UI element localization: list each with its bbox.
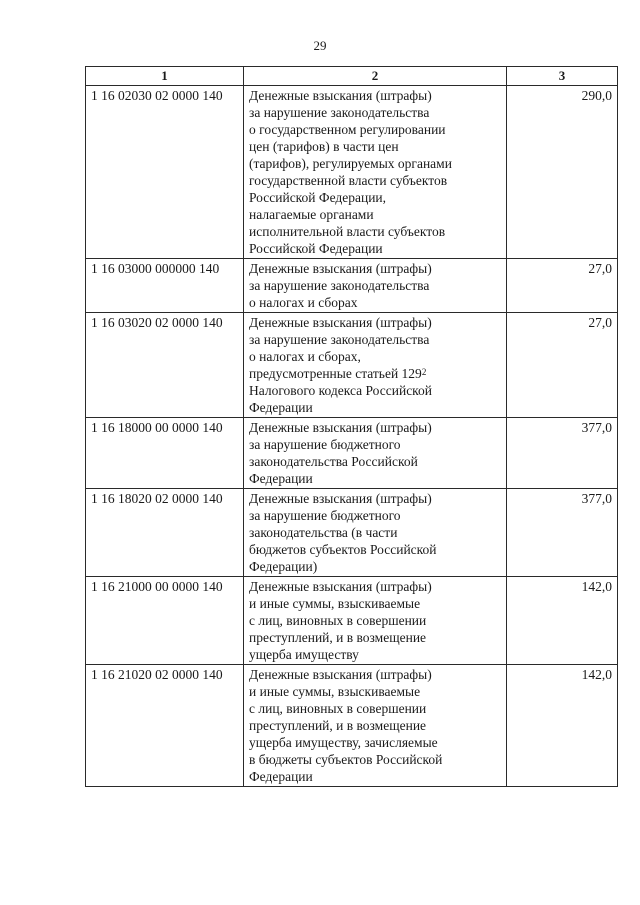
description-line: бюджетов субъектов Российской [249,542,437,557]
budget-code-cell: 1 16 18020 02 0000 140 [86,489,244,577]
description-line: и иные суммы, взыскиваемые [249,596,421,611]
description-line: Российской Федерации, [249,190,387,205]
page-number: 29 [313,38,327,53]
column-header-code: 1 [86,67,244,86]
description-line: Налогового кодекса Российской [249,383,433,398]
description-line: Денежные взыскания (штрафы) [249,491,432,506]
description-line: Федерации) [249,559,318,574]
amount-cell: 377,0 [507,418,618,489]
description-cell [244,665,507,787]
budget-code-cell: 1 16 03000 000000 140 [86,259,244,313]
description-line: ущерба имуществу [249,647,359,662]
description-line: Денежные взыскания (штрафы) [249,667,432,682]
column-header-amount: 3 [507,67,618,86]
description-line: и иные суммы, взыскиваемые [249,684,421,699]
description-line: в бюджеты субъектов Российской [249,752,443,767]
description-line: государственной власти субъектов [249,173,448,188]
description-line: за нарушение законодательства [249,332,430,347]
description-line: Федерации [249,471,313,486]
table-row [86,489,618,577]
description-line: за нарушение законодательства [249,278,430,293]
description-cell [244,418,507,489]
amount-cell: 290,0 [507,86,618,259]
amount-cell: 142,0 [507,577,618,665]
description-line: Федерации [249,400,313,415]
description-line: с лиц, виновных в совершении [249,701,427,716]
description-cell [244,86,507,259]
description-cell [244,259,507,313]
description-line: Российской Федерации [249,241,383,256]
amount-cell: 27,0 [507,259,618,313]
description-line: законодательства (в части [249,525,398,540]
description-line: с лиц, виновных в совершении [249,613,427,628]
budget-code-cell: 1 16 18000 00 0000 140 [86,418,244,489]
description-line: (тарифов), регулируемых органами [249,156,452,171]
table-header-row [86,67,618,86]
description-line: Денежные взыскания (штрафы) [249,315,432,330]
description-line: о государственном регулировании [249,122,446,137]
table-row [86,418,618,489]
description-line: за нарушение бюджетного [249,508,401,523]
description-line: Федерации [249,769,313,784]
table-row [86,259,618,313]
description-line: налагаемые органами [249,207,374,222]
description-line: о налогах и сборах [249,295,358,310]
description-line: ущерба имуществу, зачисляемые [249,735,438,750]
table-row [86,665,618,787]
budget-code-cell: 1 16 21020 02 0000 140 [86,665,244,787]
description-cell [244,313,507,418]
description-line: Денежные взыскания (штрафы) [249,420,432,435]
description-line: преступлений, и в возмещение [249,630,427,645]
description-line: за нарушение законодательства [249,105,430,120]
description-line-with-superscript [249,365,501,382]
description-line: за нарушение бюджетного [249,437,401,452]
description-line: исполнительной власти субъектов [249,224,446,239]
description-line: преступлений, и в возмещение [249,718,427,733]
description-line-text: предусмотренные статьей 129 [249,366,422,381]
description-line: Денежные взыскания (штрафы) [249,88,432,103]
description-line: законодательства Российской [249,454,418,469]
amount-cell: 377,0 [507,489,618,577]
column-header-description: 2 [244,67,507,86]
budget-code-cell: 1 16 02030 02 0000 140 [86,86,244,259]
table-row [86,313,618,418]
budget-revenue-table [85,66,618,787]
budget-code-cell: 1 16 21000 00 0000 140 [86,577,244,665]
description-line: Денежные взыскания (штрафы) [249,261,432,276]
description-line: Денежные взыскания (штрафы) [249,579,432,594]
amount-cell: 27,0 [507,313,618,418]
article-superscript: 2 [421,367,427,377]
table-row [86,577,618,665]
description-line: цен (тарифов) в части цен [249,139,399,154]
budget-code-cell: 1 16 03020 02 0000 140 [86,313,244,418]
description-line: о налогах и сборах, [249,349,361,364]
table-row [86,86,618,259]
description-cell [244,489,507,577]
description-cell [244,577,507,665]
amount-cell: 142,0 [507,665,618,787]
